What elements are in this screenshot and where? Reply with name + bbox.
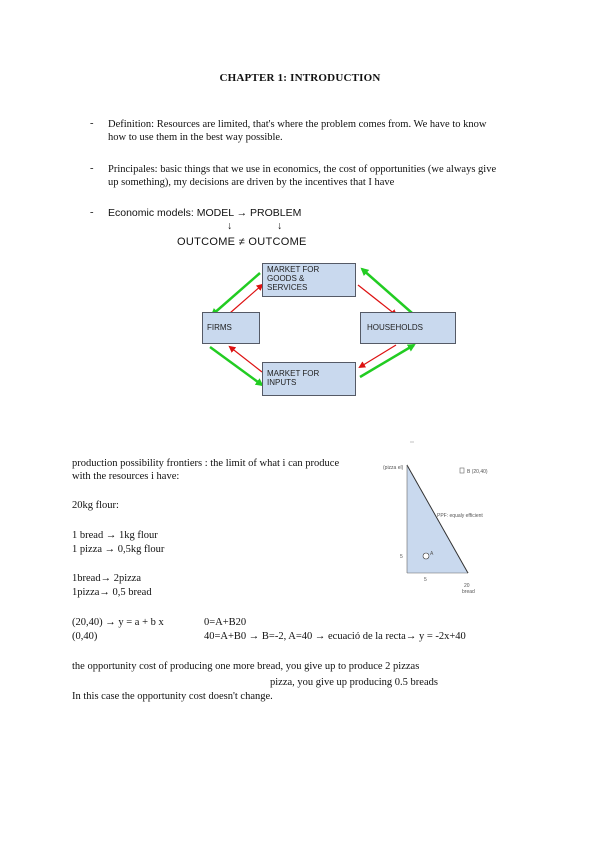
- flour-amount: 20kg flour:: [72, 500, 119, 511]
- point-b-label: B (20,40): [467, 469, 488, 475]
- problem-down-arrow: ↓: [277, 221, 283, 232]
- bullet-economic-models: Economic models: MODEL → PROBLEM: [108, 207, 302, 219]
- bullet-definition-line2: how to use them in the best way possible.: [108, 132, 283, 143]
- x-tick-5: 5: [424, 577, 427, 583]
- ppf-definition-line1: production possibility frontiers : the limit of what i can produce: [72, 458, 340, 469]
- opportunity-cost-pizza: pizza, you give up producing 0.5 breads: [270, 677, 438, 688]
- y-tick-5: 5: [400, 554, 403, 560]
- bullet-marker: -: [90, 118, 94, 129]
- goods-market-line3: SERVICES: [267, 283, 308, 292]
- green-arrow-goods-to-firms: [212, 273, 260, 315]
- green-arrow-households-to-goods: [362, 269, 412, 313]
- red-arrow-goods-to-households: [358, 285, 396, 315]
- outcome-line: OUTCOME ≠ OUTCOME: [177, 236, 307, 248]
- bullet-marker: -: [90, 207, 94, 218]
- bullet-principles: [108, 163, 528, 189]
- red-arrow-inputs-to-firms: [230, 347, 262, 372]
- goods-market-line2: GOODS &: [267, 274, 305, 283]
- x-tick-20: 20: [464, 583, 470, 589]
- page-title: CHAPTER 1: INTRODUCTION: [219, 72, 381, 84]
- pizza-bread-ratio: 1pizza→ 0,5 bread: [72, 587, 152, 598]
- ppf-chart: [380, 440, 525, 600]
- equation-1: 0=A+B20: [204, 617, 247, 628]
- households-box: [360, 312, 456, 344]
- bullet-marker: -: [90, 163, 94, 174]
- pizza-requirement: 1 pizza → 0,5kg flour: [72, 544, 165, 555]
- equation-point-2: (0,40): [72, 631, 98, 642]
- ppf-definition-line2: with the resources i have:: [72, 471, 180, 482]
- inputs-market-line1: MARKET FOR: [267, 369, 320, 378]
- goods-market-line1: MARKET FOR: [267, 265, 320, 274]
- bread-pizza-ratio: 1bread→ 2pizza: [72, 573, 142, 584]
- point-a-label: A: [430, 551, 434, 557]
- model-down-arrow: ↓: [227, 221, 233, 232]
- y-axis-label: (pizza el): [383, 465, 404, 471]
- inputs-market-box: [262, 362, 356, 396]
- opportunity-cost-constant: In this case the opportunity cost doesn't change.: [72, 691, 273, 702]
- opportunity-cost-bread: the opportunity cost of producing one more bread, you give up to produce 2 pizzas: [72, 661, 420, 672]
- bullet-principles-line1: Principales: basic things that we use in economics, the cost of opportunities (we always give: [108, 164, 497, 175]
- firms-label: FIRMS: [207, 323, 232, 332]
- bullet-definition: [108, 118, 528, 144]
- inputs-market-line2: INPUTS: [267, 378, 297, 387]
- bullet-definition-line1: Definition: Resources are limited, that's where the problem comes from. We have to know: [108, 119, 487, 130]
- bread-requirement: 1 bread → 1kg flour: [72, 530, 158, 541]
- households-label: HOUSEHOLDS: [367, 323, 424, 332]
- red-arrow-firms-to-goods: [230, 285, 262, 313]
- point-a-marker: [423, 553, 429, 559]
- equation-2: 40=A+B0 → B=-2, A=40 → ecuació de la recta→ y = -2x+40: [204, 631, 466, 642]
- x-axis-label: bread: [462, 589, 475, 595]
- red-arrow-households-to-inputs: [360, 345, 396, 367]
- point-b-marker: [460, 468, 464, 473]
- bullet-principles-line2: up something), my decisions are driven by the incentives that I have: [108, 177, 395, 188]
- goods-market-box: [262, 263, 356, 297]
- equation-point-1: (20,40) → y = a + b x: [72, 617, 164, 628]
- firms-box: [202, 312, 260, 344]
- frontier-label: PPF: equaly efficient: [437, 513, 483, 519]
